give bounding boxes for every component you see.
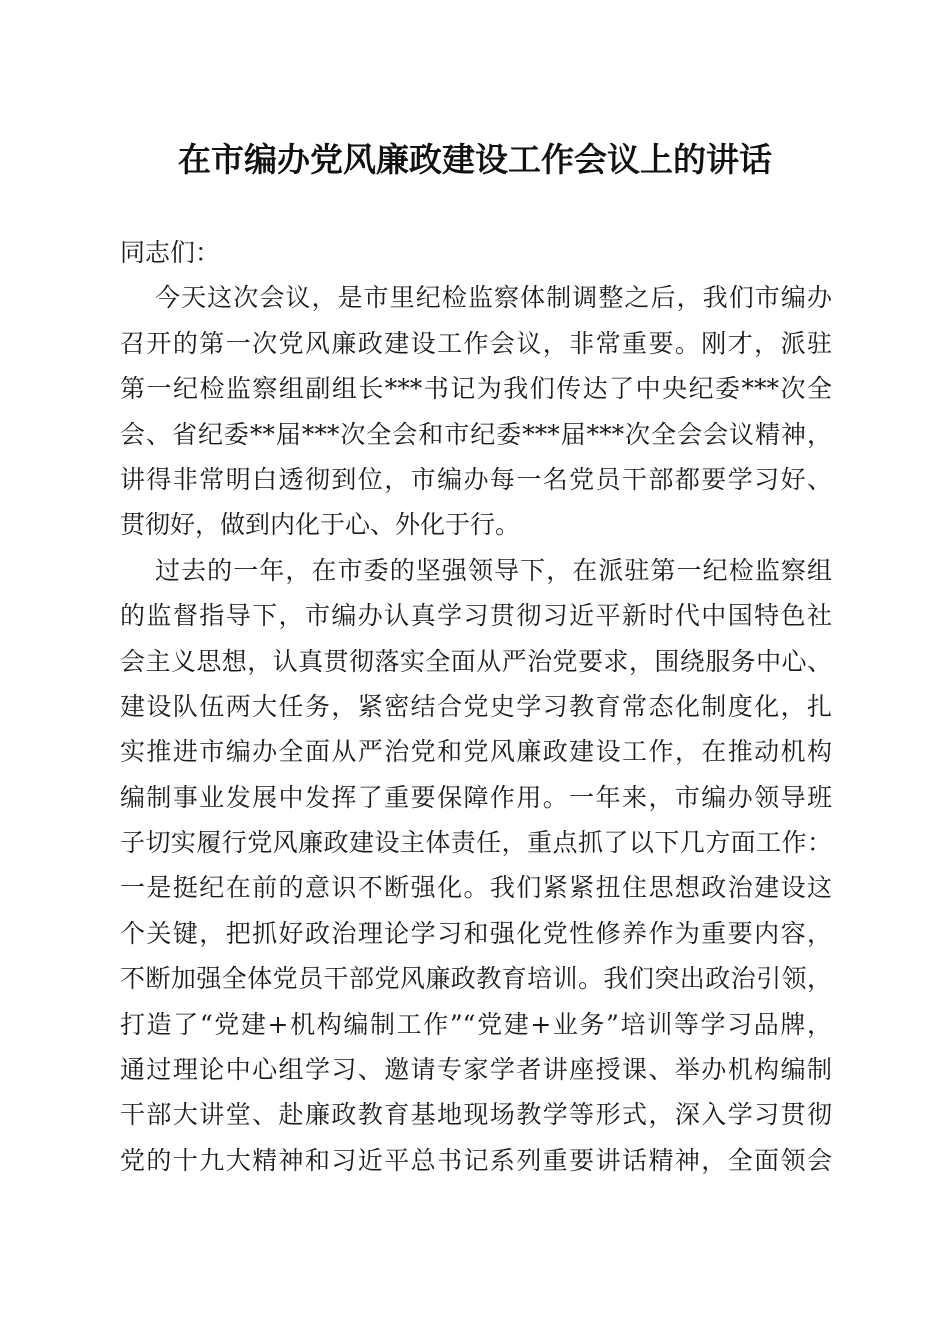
paragraph-line: 讲得非常明白透彻到位，市编办每一名党员干部都要学习好、 (120, 464, 832, 494)
paragraph-line: 不断加强全体党员干部党风廉政教育培训。我们突出政治引领， (120, 964, 832, 994)
document-body (120, 230, 832, 1183)
salutation: 同志们： (120, 238, 221, 267)
paragraph-line: 通过理论中心组学习、邀请专家学者讲座授课、举办机构编制 (120, 1055, 832, 1085)
paragraph-line: 的监督指导下，市编办认真学习贯彻习近平新时代中国特色社 (120, 601, 832, 631)
paragraph-line: 一是挺纪在前的意识不断强化。我们紧紧扭住思想政治建设这 (120, 873, 832, 903)
document-title: 在市编办党风廉政建设工作会议上的讲话 (178, 140, 772, 179)
paragraph-line: 会、省纪委**届***次全会和市纪委***届***次全会会议精神， (120, 419, 832, 449)
paragraph-line: 子切实履行党风廉政建设主体责任，重点抓了以下几方面工作： (120, 828, 832, 858)
paragraph-line: 贯彻好，做到内化于心、外化于行。 (120, 510, 521, 540)
paragraph-line: 建设队伍两大任务，紧密结合党史学习教育常态化制度化，扎 (120, 691, 832, 721)
paragraph-line: 党的十九大精神和习近平总书记系列重要讲话精神，全面领会 (120, 1145, 832, 1175)
paragraph-line: 干部大讲堂、赴廉政教育基地现场教学等形式，深入学习贯彻 (120, 1100, 832, 1130)
paragraph-1 (120, 275, 832, 547)
paragraph-2 (120, 548, 832, 1183)
paragraph-line: 个关键，把抓好政治理论学习和强化党性修养作为重要内容， (120, 918, 832, 948)
paragraph-line: 过去的一年，在市委的坚强领导下，在派驻第一纪检监察组 (155, 555, 832, 585)
paragraph-line: 今天这次会议，是市里纪检监察体制调整之后，我们市编办 (155, 283, 832, 313)
paragraph-line: 打造了“党建+机构编制工作”“党建+业务”培训等学习品牌， (120, 1009, 832, 1039)
paragraph-line: 实推进市编办全面从严治党和党风廉政建设工作，在推动机构 (120, 737, 832, 767)
paragraph-line: 第一纪检监察组副组长***书记为我们传达了中央纪委***次全 (120, 374, 832, 404)
paragraph-line: 会主义思想，认真贯彻落实全面从严治党要求，围绕服务中心、 (120, 646, 832, 676)
paragraph-line: 召开的第一次党风廉政建设工作会议，非常重要。刚才，派驻 (120, 328, 832, 358)
paragraph-line: 编制事业发展中发挥了重要保障作用。一年来，市编办领导班 (120, 782, 832, 812)
